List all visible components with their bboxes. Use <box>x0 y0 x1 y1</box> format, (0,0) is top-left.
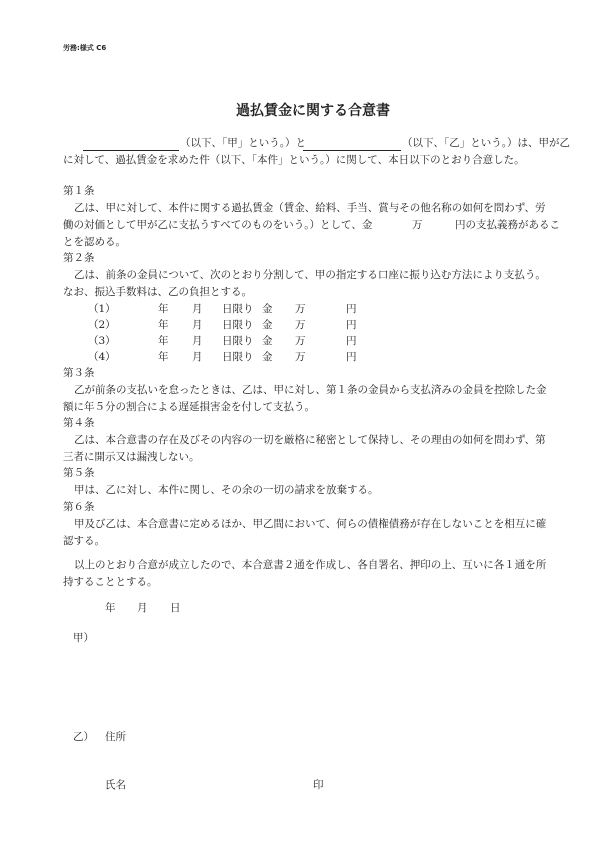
form-number: 労務:様式 C6 <box>63 44 107 52</box>
man-label: 万 <box>295 303 306 315</box>
article-3-heading: 第３条 <box>63 367 95 379</box>
name-label: 氏名 <box>105 779 126 791</box>
month-label: 月 <box>192 303 203 315</box>
yen-label: 円 <box>346 351 357 363</box>
year-label: 年 <box>158 319 169 331</box>
party-b-name-blank[interactable] <box>303 136 401 151</box>
closing-text: 以上のとおり合意が成立したので、本合意書２通を作成し、各自署名、押印の上、互いに各１通を所 <box>74 559 547 571</box>
installment-no: （3） <box>88 335 116 347</box>
yen-label: 円 <box>346 335 357 347</box>
day-label: 日限り <box>222 335 254 347</box>
day-label: 日限り <box>222 303 254 315</box>
installment-no: （4） <box>88 351 116 363</box>
article-1-text: とを認める。 <box>63 236 126 248</box>
article-6-text: 甲及び乙は、本合意書に定めるほか、甲乙間において、何らの債権債務が存在しないことを相互に確 <box>74 518 547 530</box>
man-label: 万 <box>295 351 306 363</box>
amount-label: 金 <box>262 335 273 347</box>
month-label: 月 <box>192 335 203 347</box>
article-6-heading: 第６条 <box>63 501 95 513</box>
yen-label: 円 <box>346 319 357 331</box>
article-1-text: 乙は、甲に対して、本件に関する過払賃金（賃金、給料、手当、賞与その他名称の如何を問わず、労 <box>74 202 546 214</box>
intro-text: （以下、「甲」という。）と <box>180 137 306 149</box>
month-label: 月 <box>192 319 203 331</box>
article-4-heading: 第４条 <box>63 417 95 429</box>
amount-label: 金 <box>262 319 273 331</box>
closing-text: 持することとする。 <box>63 576 158 588</box>
article-4-text: 三者に開示又は漏洩しない。 <box>63 451 200 463</box>
article-4-text: 乙は、本合意書の存在及びその内容の一切を厳格に秘密として保持し、その理由の如何を問わず、第 <box>74 434 546 446</box>
seal-mark: 印 <box>313 779 324 791</box>
year-label: 年 <box>158 335 169 347</box>
day-label: 日限り <box>222 319 254 331</box>
date-day: 日 <box>170 602 181 614</box>
address-label: 住所 <box>105 731 126 743</box>
article-6-text: 認する。 <box>63 535 105 547</box>
man-label: 万 <box>295 319 306 331</box>
article-1-text: 万 <box>412 219 423 231</box>
party-a-name-blank[interactable] <box>83 136 179 151</box>
article-1-text: 円の支払義務があるこ <box>455 219 560 231</box>
year-label: 年 <box>158 303 169 315</box>
month-label: 月 <box>192 351 203 363</box>
party-a-label: 甲） <box>73 632 94 644</box>
document-title: 過払賃金に関する合意書 <box>236 103 390 119</box>
date-year: 年 <box>105 602 116 614</box>
year-label: 年 <box>158 351 169 363</box>
party-b-label: 乙） <box>73 731 94 743</box>
article-2-heading: 第２条 <box>63 252 95 264</box>
yen-label: 円 <box>346 303 357 315</box>
article-5-heading: 第５条 <box>63 467 95 479</box>
article-1-heading: 第１条 <box>63 185 95 197</box>
intro-text: （以下、「乙」という。）は、甲が乙 <box>402 137 570 149</box>
article-3-text: 乙が前条の支払いを怠ったときは、乙は、甲に対し、第１条の金員から支払済みの金員を控除した金 <box>74 384 547 396</box>
amount-label: 金 <box>262 351 273 363</box>
article-2-text: 乙は、前条の金員について、次のとおり分割して、甲の指定する口座に振り込む方法により支払う。 <box>74 269 546 281</box>
man-label: 万 <box>295 335 306 347</box>
article-2-text: なお、振込手数料は、乙の負担とする。 <box>63 286 252 298</box>
date-month: 月 <box>137 602 148 614</box>
day-label: 日限り <box>222 351 254 363</box>
installment-no: （2） <box>88 319 116 331</box>
amount-label: 金 <box>262 303 273 315</box>
intro-text: に対して、過払賃金を求めた件（以下、「本件」という。）に関して、本日以下のとおり合意した。 <box>63 154 525 166</box>
article-3-text: 額に年５分の割合による遅延損害金を付して支払う。 <box>63 401 315 413</box>
article-5-text: 甲は、乙に対し、本件に関し、その余の一切の請求を放棄する。 <box>74 484 379 496</box>
installment-no: （1） <box>88 303 116 315</box>
article-1-text: 働の対価として甲が乙に支払うすべてのものをいう。）として、金 <box>63 219 373 231</box>
